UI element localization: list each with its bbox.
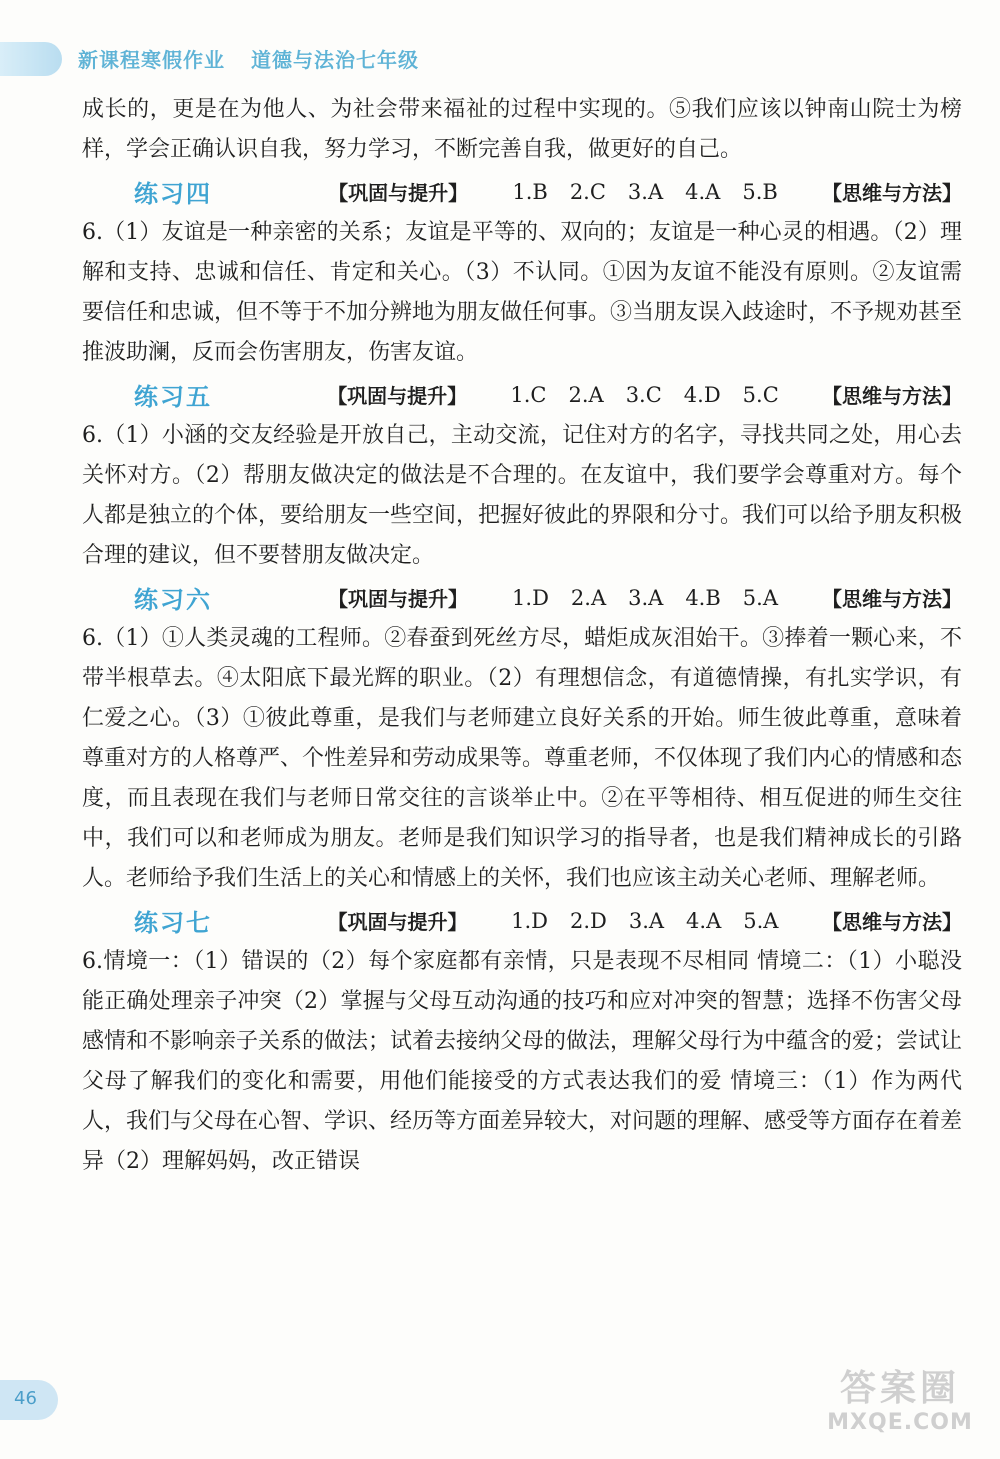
answer-content <box>82 90 962 1182</box>
page-number: 46 <box>14 1388 37 1409</box>
exercise-body: 6.（1）小涵的交友经验是开放自己，主动交流，记住对方的名字，寻找共同之处，用心去关怀对方。（2）帮朋友做决定的做法是不合理的。在友谊中，我们要学会尊重对方。每个人都是独立的个体，要给朋友一些空间，把握好彼此的界限和分寸。我们可以给予朋友积极合理的建议，但不要替朋友做决定。 <box>82 423 963 568</box>
answer-item: 5.A <box>743 908 779 933</box>
consolidate-tag: 【巩固与提升】 <box>327 910 468 934</box>
answer-item: 1.B <box>512 179 548 204</box>
thinking-tag: 【思维与方法】 <box>821 384 962 408</box>
exercise-header <box>82 576 962 619</box>
answer-item: 4.A <box>686 908 722 933</box>
answer-item: 4.A <box>685 179 721 204</box>
answer-item: 1.D <box>512 585 549 610</box>
choice-answers <box>512 180 777 204</box>
header-decoration <box>0 42 62 76</box>
answer-item: 5.A <box>742 585 778 610</box>
thinking-tag: 【思维与方法】 <box>821 181 962 205</box>
answer-item: 5.B <box>742 179 778 204</box>
exercise-header <box>82 170 962 213</box>
section-exercise-4 <box>82 170 962 373</box>
answer-item: 5.C <box>742 382 779 407</box>
answer-item: 3.A <box>627 179 664 204</box>
running-header <box>78 44 419 74</box>
exercise-header <box>82 373 962 416</box>
consolidate-tag: 【巩固与提升】 <box>327 384 468 408</box>
answer-item: 2.A <box>570 585 607 610</box>
thinking-tag: 【思维与方法】 <box>822 587 962 611</box>
answer-item: 2.A <box>568 382 604 407</box>
choice-answers <box>510 383 778 407</box>
exercise-title: 练习四 <box>134 180 212 208</box>
subject-title: 道德与法治七年级 <box>251 48 419 72</box>
watermark-url: MXQE.COM <box>827 1410 973 1435</box>
exercise-header <box>82 899 962 942</box>
answer-item: 2.D <box>569 908 607 933</box>
consolidate-tag: 【巩固与提升】 <box>328 181 469 205</box>
exercise-title: 练习五 <box>134 383 212 411</box>
answer-item: 4.B <box>685 585 721 610</box>
intro-paragraph: 成长的，更是在为他人、为社会带来福祉的过程中实现的。⑤我们应该以钟南山院士为榜样，学会正确认识自我，努力学习，不断完善自我，做更好的自己。 <box>82 97 962 162</box>
exercise-body: 6.情境一：（1）错误的（2）每个家庭都有亲情，只是表现不尽相同 情境二：（1）小聪没能正确处理亲子冲突（2）掌握与父母互动沟通的技巧和应对冲突的智慧；选择不伤害父母感情和不影响亲子关系的做法；试着去接纳父母的做法，理解父母行为中蕴含的爱；尝试让父母了解我们的变化和需要，用他们能接受的方式表达我们的爱 情境三：（1）作为两代人，我们与父母在心智、学识、经历等方面差异较大，对问题的理解、感受等方面存在着差异（2）理解妈妈，改正错误 <box>82 949 963 1174</box>
choice-answers <box>512 586 778 610</box>
thinking-tag: 【思维与方法】 <box>822 910 962 934</box>
answer-item: 1.C <box>510 382 547 407</box>
watermark-logo <box>820 1368 980 1448</box>
answer-item: 3.A <box>628 908 665 933</box>
exercise-title: 练习六 <box>134 586 212 614</box>
watermark-text: 答案圈 <box>839 1368 960 1409</box>
answer-item: 2.C <box>569 179 606 204</box>
answer-item: 1.D <box>511 908 548 933</box>
exercise-body: 6.（1）①人类灵魂的工程师。②春蚕到死丝方尽，蜡炬成灰泪始干。③捧着一颗心来，不带半根草去。④太阳底下最光辉的职业。（2）有理想信念，有道德情操，有扎实学识，有仁爱之心。（3）①彼此尊重，是我们与老师建立良好关系的开始。师生彼此尊重，意味着尊重对方的人格尊严、个性差异和劳动成果等。尊重老师，不仅体现了我们内心的情感和态度，而且表现在我们与老师日常交往的言谈举止中。②在平等相待、相互促进的师生交往中，我们可以和老师成为朋友。老师是我们知识学习的指导者，也是我们精神成长的引路人。老师给予我们生活上的关心和情感上的关怀，我们也应该主动关心老师、理解老师。 <box>82 626 963 891</box>
answer-item: 4.D <box>683 382 721 407</box>
exercise-title: 练习七 <box>134 909 212 937</box>
consolidate-tag: 【巩固与提升】 <box>328 587 469 611</box>
choice-answers <box>511 909 778 933</box>
section-exercise-6 <box>82 576 962 899</box>
exercise-body: 6.（1）友谊是一种亲密的关系；友谊是平等的、双向的；友谊是一种心灵的相遇。（2）理解和支持、忠诚和信任、肯定和关心。（3）不认同。①因为友谊不能没有原则。②友谊需要信任和忠诚，但不等于不加分辨地为朋友做任何事。③当朋友误入歧途时，不予规劝甚至推波助澜，反而会伤害朋友，伤害友谊。 <box>82 220 963 365</box>
section-exercise-5 <box>82 373 962 576</box>
section-exercise-7 <box>82 899 962 1182</box>
answer-item: 3.C <box>625 382 662 407</box>
answer-item: 3.A <box>628 585 664 610</box>
book-title: 新课程寒假作业 <box>78 48 225 72</box>
